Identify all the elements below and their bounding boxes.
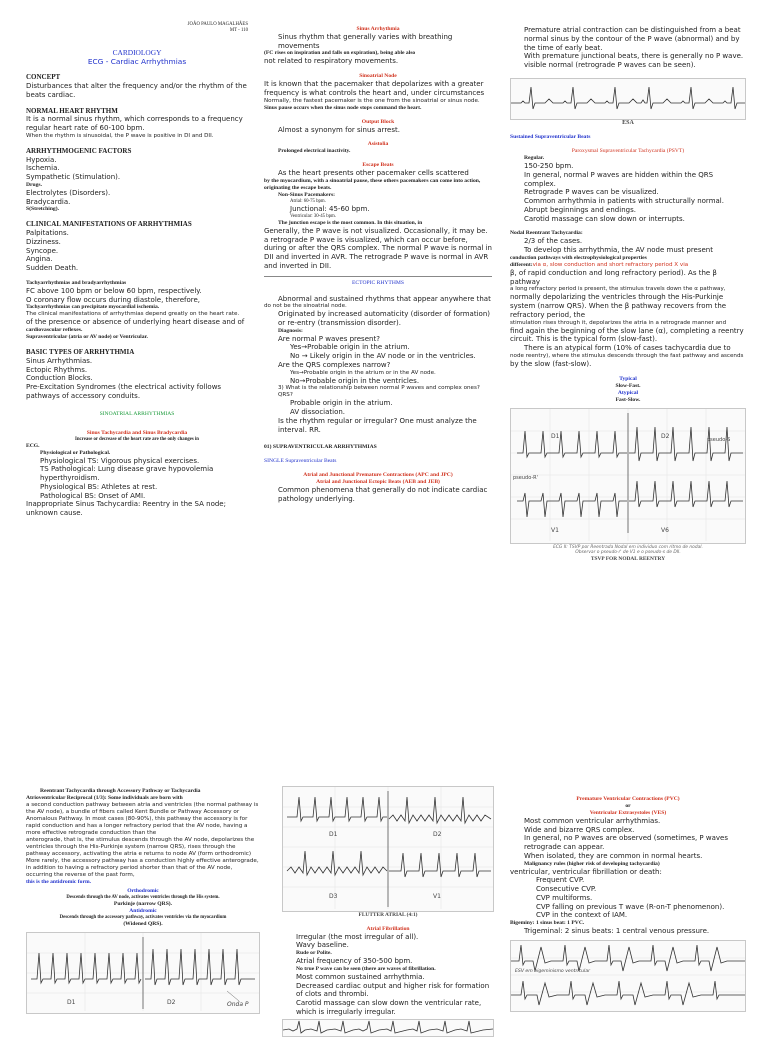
manifestation-item: Syncope. [26, 246, 59, 255]
stb-line: Pathological BS: Onset of AMI. [40, 491, 146, 500]
pvc-line: Frequent CVP. [536, 876, 585, 885]
factors-heading: ARRHYTHMOGENIC FACTORS [26, 146, 132, 155]
diagnosis-heading: Diagnosis: [278, 327, 303, 334]
nrt-line: node reentry), where the stimulus descends through the fast pathway and ascends [510, 352, 744, 359]
manifestations-heading: CLINICAL MANIFESTATIONS OF ARRHYTHMIAS [26, 220, 192, 229]
tachy-brady-line: Tachyarrhythmias can precipitate myocardial ischemia. [26, 304, 160, 311]
ecg-strip-nodal-reentry [510, 408, 746, 544]
af-line: No true P wave can be seen (there are waves of fibrillation. [296, 965, 436, 972]
output-block-heading: Output Block [361, 118, 395, 125]
eb-line: As the heart presents other pacemaker cells scattered [278, 169, 469, 178]
ecg-trace [511, 87, 745, 109]
af-line: Wavy baseline. [296, 941, 349, 950]
pvc-line: Trigeminal: 2 sinus beats: 1 central venous pressure. [524, 927, 710, 936]
tachy-brady-heading: Tachyarrhythmias and bradyarrhythmias [26, 279, 127, 286]
lead-label: D1 [551, 432, 560, 440]
ecg-note: pseudo-S [707, 436, 731, 443]
diag-line: Probable origin in the atrium. [290, 399, 393, 408]
psvt-line: Carotid massage can slow down or interrupts. [524, 214, 685, 223]
page2-column-1 [26, 788, 260, 1024]
eb-line: The junction escape is the most common. In this situation, in [278, 219, 423, 226]
factor-item: Hypoxia. [26, 155, 57, 164]
divider [264, 276, 492, 277]
pvc-line: Bigeminy: 1 sinus beat: 1 PVC. [510, 920, 585, 927]
sinus-arrhythmia-heading: Sinus Arrhythmia [356, 26, 400, 32]
sinoatrial-node-heading: Sinoatrial Node [359, 73, 397, 80]
manifestation-item: Palpitations. [26, 229, 69, 238]
orthodromic-heading: Orthodromic [127, 887, 159, 894]
concept-text: Disturbances that alter the frequency and/or the rhythm of the beats cardiac. [26, 82, 247, 99]
manifestation-item: Sudden Death. [26, 264, 79, 273]
tachy-brady-line: Supraventricular (atria or AV node) or Ventricular. [26, 334, 148, 341]
psvt-line: In general, normal P waves are hidden within the QRS complex. [524, 170, 714, 188]
manifestation-item: Dizziness. [26, 237, 61, 246]
af-line: Carotid massage can slow down the ventricular rate, which is irregularly irregular. [296, 999, 482, 1016]
manifestation-item: Angina. [26, 255, 53, 264]
sn-line: Sinus pause occurs when the sinus node stops command the heart. [264, 104, 422, 111]
author-name: JOÃO PAULO MAGALHÃES [187, 22, 248, 27]
supraventricular-heading: 01) SUPRAVENTRICULAR ARRHYTHMIAS [264, 444, 377, 451]
ecg-trace-d3 [287, 851, 387, 875]
diag-line: AV dissociation. [290, 408, 346, 417]
eb-line: Junctional: 45-60 bpm. [290, 205, 370, 214]
doc-subtitle: ECG - Cardiac Arrhythmias [87, 57, 187, 67]
pac-text: Premature atrial contraction can be distinguished from a beat normal sinus by the contour of the P wave (abnormal) and by the time of early beat. [524, 26, 741, 52]
tachy-brady-line: O coronary flow occurs during diastole, therefore, [26, 295, 201, 304]
stb-line: Physiological or Pathological. [40, 449, 111, 456]
column-1 [26, 22, 248, 532]
af-line: Rude or Polite. [296, 950, 332, 957]
ecg-trace-v1 [517, 493, 627, 517]
reentrant-heading: Reentrant Tachycardia through Accessory Pathway or Tachycardia [40, 788, 201, 794]
nrt-line: a long refractory period is present, the stimulus travels down the α pathway, [510, 286, 726, 293]
concept-heading: CONCEPT [26, 73, 61, 82]
ecg-footnote: Observar o pseudo-r' de V1 e o pseudo-s de DII. [575, 550, 681, 556]
apc-line: Common phenomena that generally do not indicate cardiac pathology underlying. [278, 486, 488, 504]
type-item: Conduction Blocks. [26, 374, 93, 383]
stb-line: ECG. [26, 442, 40, 449]
apc-heading: Atrial and Junctional Premature Contractions (APC and JPC) [303, 472, 453, 479]
stb-line: Physiological TS: Vigorous physical exercises. [40, 456, 200, 465]
factor-item: Ischemia. [26, 164, 60, 173]
ortho-line: Descends through the AV node, activates ventricles through the His system. [66, 894, 220, 900]
doc-title: CARDIOLOGY [112, 47, 162, 57]
ecg-trace-d2 [389, 797, 491, 823]
ecg-trace-d1 [31, 953, 141, 983]
af-line: Irregular (the most irregular of all). [296, 932, 419, 941]
ecg-trace-v6 [629, 481, 743, 507]
rt-line: this is the antidromic form. [26, 878, 91, 885]
pvc-line: Consecutive CVP. [536, 885, 597, 894]
ves-heading: Ventricular Extrasystoles (VES) [589, 809, 667, 816]
lead-label: D2 [167, 998, 176, 1006]
atypical-text: Fast-Slow. [615, 396, 641, 403]
normal-rhythm-note: When the rhythm is sinusoidal, the P wave is positive in DI and DII. [26, 132, 214, 139]
ecg-trace-2 [511, 981, 745, 1005]
psvt-line: Regular. [524, 155, 545, 162]
nrt-line: by the slow (fast-slow). [510, 359, 592, 368]
sn-line: Normally, the fastest pacemaker is the one from the sinoatrial or sinus node. [264, 97, 480, 104]
diag-line: Is the rhythm regular or irregular? One must analyze the interval. RR. [278, 416, 477, 434]
asystole-heading: Asistolia [367, 141, 389, 148]
antidromic-heading: Antidromic [129, 907, 157, 914]
ecg-trace-v1 [389, 853, 491, 877]
eb-line: by the myocardium, with a sinoatrial pause, these others pacemakers can come into action, originating the escape beats. [264, 178, 481, 192]
af-line: Decreased cardiac output and higher risk for formation of clots and thrombi. [296, 981, 490, 999]
pjc-text: With premature junctional beats, there is generally no P wave. visible normal (retrograde P waves can be seen). [524, 52, 744, 69]
atypical-heading: Atypical [617, 389, 639, 396]
pvc-line: Wide and bizarre QRS complex. [524, 825, 635, 834]
pvc-line: CVP multiforms. [536, 893, 593, 902]
ecg-footnote: ECG II: TSVP por Reentrada Nodal em individuo com ritmo de nodal. [553, 544, 703, 550]
eb-line: Atrial: 60-75 bpm. [290, 199, 326, 205]
rt-line: a second conduction pathway between atria and ventricles (the normal pathway is the AV node), a bundle of fibers called Kent Bundle or Pathway Accessory or Anomalous Pathway. In most cases (80-90%), this pathway the accessory is for rapid conduction and has a longer refractory period that the AV node, having a more effective retrograde conduction than the [26, 801, 259, 836]
normal-rhythm-text: It is a normal sinus rhythm, which corresponds to a frequency regular heart rate of 60-100 bpm. [26, 115, 243, 133]
pvc-line: CVP falling on previous T wave (R-on-T phenomenon). [536, 902, 725, 911]
type-item: Sinus Arrhythmias. [26, 356, 93, 365]
factor-item: S(Stretching). [26, 206, 59, 213]
column-2 [264, 26, 492, 536]
diag-line: 3) What is the relationship between normal P waves and complex ones? QRS? [278, 385, 480, 399]
pvc-line: When isolated, they are common in normal hearts. [524, 851, 703, 860]
rt-line: anterograde, that is, the stimulus descends through the AV node, depolarizes the ventricles through the His-Purkinje system (narrow QRS), rises through the pathway accessory, activating the atria e returns to node AV (form orthodromic) More rarely, the accessory pathway has a conduction highly effective anterograde, in addition to having a refractory period shorter than that of the AV node, occurring the reverse of the past form, [26, 836, 259, 878]
nrt-line: conduction pathways with electrophysiological properties [510, 254, 647, 261]
pvc-or: or [625, 802, 631, 809]
nrt-line: find again the beginning of the slow lane (α), completing a reentry circuit. This is the typical form (slow-fast). [510, 326, 744, 344]
ortho-line: Purkinje (narrow QRS). [113, 900, 173, 907]
tachy-brady-line: of the presence or absence of underlying heart disease and of [26, 318, 245, 327]
page2-column-3 [510, 796, 746, 1024]
sinus-tachy-brady-heading: Sinus Tachycardia and Sinus Bradycardia [86, 429, 188, 436]
stb-line: Increase or decrease of the heart rate are the only changes in [75, 436, 199, 442]
nrt-line: β, of rapid conduction and long refractory period). As the β pathway [510, 268, 717, 286]
sa-line: not related to respiratory movements. [264, 57, 399, 66]
anti-line: Descends through the accessory pathway, activates ventricles via the myocardium [59, 914, 227, 920]
psvt-heading: Paroxysmal Supraventricular Tachycardia (PSVT) [571, 148, 685, 155]
types-note: Pre-Excitation Syndromes (the electrical activity follows pathways of accessory conduits. [26, 383, 222, 400]
factor-item: Sympathetic (Stimulation). [26, 173, 121, 182]
psvt-line: Abrupt beginnings and endings. [524, 205, 636, 214]
diag-line: Yes→Probable origin in the atrium or in the AV node. [290, 369, 436, 376]
anti-line: (Widened QRS). [123, 920, 163, 927]
diag-line: Yes→Probable origin in the atrium. [290, 343, 410, 352]
ecg-trace-d2 [629, 427, 743, 461]
lead-label: D2 [661, 432, 670, 440]
diag-line: Are the QRS complexes narrow? [278, 360, 391, 369]
ecg-trace-d1 [517, 431, 627, 457]
psvt-line: 150-250 bpm. [524, 162, 574, 171]
factor-item: Bradycardia. [26, 197, 71, 206]
af-line: Most common sustained arrhythmia. [296, 972, 425, 981]
page2-column-2 [282, 786, 494, 1024]
type-item: Ectopic Rhythms. [26, 365, 88, 374]
ecg-strip-pvc [510, 940, 746, 1012]
lead-label: D1 [329, 831, 338, 838]
aeb-heading: Atrial and Junctional Ectopic Beats (AEB and JEB) [316, 479, 440, 486]
pvc-line: Most common ventricular arrhythmias. [524, 816, 661, 825]
tachy-brady-line: The clinical manifestations of arrhythmias depend greatly on the heart rate. [26, 311, 240, 318]
single-beats-heading: SINGLE Supraventricular Beats [264, 458, 337, 465]
ect-line: do not be the sinoatrial node. [264, 303, 347, 310]
lead-label: D1 [67, 998, 76, 1006]
nrt-line: To develop this arrhythmia, the AV node must present [524, 246, 713, 255]
ecg-strip-accessory [26, 932, 260, 1014]
nrt-line: via α, slow conduction and short refractory period X via [532, 261, 689, 268]
ecg-note: pseudo-R' [513, 474, 539, 481]
ecg-strip-esa [510, 78, 746, 120]
tachy-brady-line: cardiovascular reflexes. [26, 327, 83, 334]
diag-line: No → Likely origin in the AV node or in the ventricles. [290, 352, 476, 361]
lead-label: V1 [433, 893, 441, 900]
as-line: Prolonged electrical inactivity. [278, 148, 351, 155]
nrt-line: There is an atypical form (10% of cases tachycardia due to [524, 344, 731, 353]
atrial-fibrillation-heading: Atrial Fibrillation [366, 925, 410, 932]
nrt-line: 2/3 of the cases. [524, 237, 583, 246]
diag-line: Are normal P waves present? [278, 334, 380, 343]
doc-code: MT - 110 [229, 27, 248, 33]
eb-line: Generally, the P wave is not visualized. Occasionally, it may be. a retrograde P wave is visualized, which can occur before, during or after the QRS complex. The normal P wave is normal in DII and inverted in AVR. The retrograde P wave is normal in AVR and inverted in DII. [264, 226, 492, 270]
ect-line: Originated by increased automaticity (disorder of formation) or re-entry (transmission disorder). [278, 310, 490, 327]
ecg-note: ESV em bigeminismo ventricular [515, 968, 591, 974]
af-line: Atrial frequency of 350-500 bpm. [296, 957, 413, 966]
types-heading: BASIC TYPES OF ARRHYTHMIA [26, 348, 135, 357]
pvc-line: ventricular, ventricular fibrillation or death: [510, 867, 662, 876]
sn-line: It is known that the pacemaker that depolarizes with a greater frequency is what controls the heart and, under circumstances [264, 80, 485, 97]
ecg-caption: ESA [622, 119, 634, 126]
ecg-strip-flutter [282, 786, 494, 912]
lead-label: D3 [329, 893, 338, 900]
nodal-reentrant-heading: Nodal Reentrant Tachycardia: [510, 230, 583, 237]
sa-line: Sinus rhythm that generally varies with breathing movements [278, 32, 453, 50]
ectopic-heading: ECTOPIC RHYTHMS [352, 279, 404, 286]
eb-line: Non-Sinus Pacemakers: [278, 192, 336, 199]
ob-line: Almost a synonym for sinus arrest. [278, 125, 400, 134]
sustained-heading: Sustained Supraventricular Beats [510, 134, 591, 141]
factor-item: Drugs. [26, 181, 43, 188]
ecg-strip-af [282, 1019, 494, 1037]
stb-line: Inappropriate Sinus Tachycardia: Reentry in the SA node; unknown cause. [26, 500, 226, 518]
tachy-brady-line: FC above 100 bpm or below 60 bpm, respectively. [26, 286, 202, 295]
psvt-line: Common arrhythmia in patients with structurally normal. [524, 197, 724, 206]
nrt-line: stimulation rises through it, depolarizes the atria in a retrograde manner and [510, 319, 727, 326]
ect-line: Abnormal and sustained rhythms that appear anywhere that [278, 294, 491, 303]
ecg-trace-d1 [287, 797, 387, 821]
nrt-line: different: [510, 261, 533, 268]
ecg-note: Onda P [227, 1000, 249, 1008]
sa-line: (FC rises on inspiration and falls on expiration), being able also [264, 50, 416, 57]
nrt-line: normally depolarizing the ventricles through the His-Purkinje system (narrow QRS). When the β pathway recovers from the refractory period, the [510, 293, 727, 319]
ecg-trace-d2 [145, 949, 255, 985]
stb-line: Physiological BS: Athletes at rest. [40, 482, 158, 491]
pvc-line: CVP in the context of IAM. [536, 911, 628, 920]
typical-text: Slow-Fast. [615, 382, 641, 389]
ecg-trace [283, 1021, 493, 1033]
column-3 [510, 26, 746, 562]
rt-line: Atrioventricular Reciprocal (1/3): Some individuals are born with [26, 794, 183, 801]
ecg-caption: FLUTTER ATRIAL (4:1) [358, 912, 418, 918]
factor-item: Electrolytes (Disorders). [26, 188, 111, 197]
sinoatrial-heading: SINOATRIAL ARRHYTHMIAS [99, 410, 175, 417]
pvc-line: In general, no P waves are observed (sometimes, P waves retrograde can appear. [524, 834, 728, 852]
ecg-caption: TSVP FOR NODAL REENTRY [590, 555, 666, 562]
lead-label: V6 [661, 526, 669, 534]
escape-beats-heading: Escape Beats [362, 162, 394, 169]
psvt-line: Retrograde P waves can be visualized. [524, 188, 659, 197]
pvc-heading: Premature Ventricular Contractions (PVC) [576, 796, 680, 802]
normal-rhythm-heading: NORMAL HEART RHYTHM [26, 106, 118, 115]
diag-line: No→Probable origin in the ventricles. [290, 376, 420, 385]
typical-heading: Typical [619, 375, 637, 382]
lead-label: D2 [433, 831, 442, 838]
pvc-line: Malignancy rules (higher risk of developing tachycardia) [524, 860, 660, 867]
lead-label: V1 [551, 526, 559, 534]
eb-line: Ventricular: 30-45 bpm. [290, 213, 336, 219]
stb-line: TS Pathological: Lung disease grave hypovolemia hyperthyroidism. [40, 465, 214, 483]
